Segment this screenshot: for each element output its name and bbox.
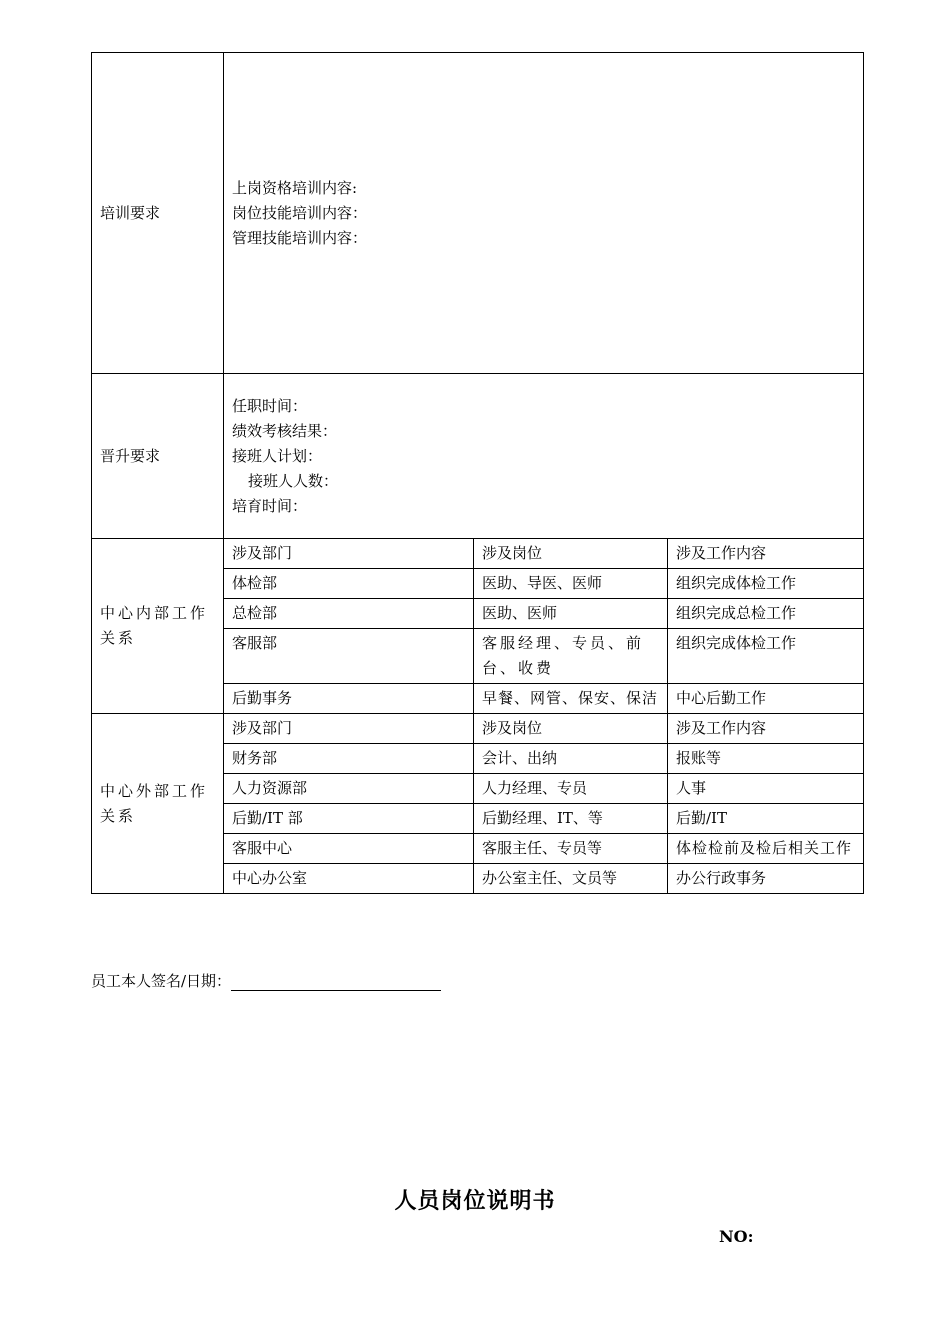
table-cell: 办公行政事务	[668, 864, 864, 894]
promotion-line: 培育时间：	[232, 496, 308, 515]
table-cell: 体检部	[224, 569, 474, 599]
table-cell: 客服中心	[224, 834, 474, 864]
table-cell: 后勤事务	[224, 684, 474, 714]
signature-field[interactable]	[231, 974, 441, 991]
header-cell: 涉及部门	[224, 539, 474, 569]
table-cell: 客服经理、专员、前台、收费	[474, 629, 668, 684]
training-line: 岗位技能培训内容：	[232, 203, 368, 222]
promotion-row	[92, 374, 864, 539]
table-row	[92, 714, 864, 744]
table-cell: 早餐、网管、保安、保洁	[474, 684, 668, 714]
header-cell: 涉及岗位	[474, 714, 668, 744]
training-line: 管理技能培训内容：	[232, 228, 368, 247]
table-cell: 客服部	[224, 629, 474, 684]
training-row	[92, 53, 864, 374]
table-cell: 人事	[668, 774, 864, 804]
table-cell: 报账等	[668, 744, 864, 774]
header-cell: 涉及岗位	[474, 539, 668, 569]
header-cell: 涉及部门	[224, 714, 474, 744]
table-cell: 会计、出纳	[474, 744, 668, 774]
table-cell: 组织完成体检工作	[668, 629, 864, 684]
internal-label: 中心内部工作关系	[92, 539, 224, 714]
training-content	[224, 53, 864, 374]
page-title: 人员岗位说明书	[394, 1188, 556, 1214]
table-cell: 组织完成总检工作	[668, 599, 864, 629]
job-description-table	[91, 52, 864, 894]
promotion-line: 接班人人数：	[248, 471, 339, 490]
table-cell: 医助、导医、医师	[474, 569, 668, 599]
table-cell: 组织完成体检工作	[668, 569, 864, 599]
promotion-line: 接班人计划：	[232, 446, 323, 465]
promotion-label: 晋升要求	[92, 374, 224, 539]
promotion-line: 任职时间：	[232, 396, 308, 415]
document-number-label: NO:	[719, 1227, 754, 1246]
signature-label: 员工本人签名/日期：	[91, 972, 232, 990]
table-cell: 中心后勤工作	[668, 684, 864, 714]
header-cell: 涉及工作内容	[668, 539, 864, 569]
training-label: 培训要求	[92, 53, 224, 374]
table-cell: 后勤经理、IT、等	[474, 804, 668, 834]
table-cell: 总检部	[224, 599, 474, 629]
table-cell: 体检检前及检后相关工作	[668, 834, 864, 864]
promotion-line: 绩效考核结果：	[232, 421, 338, 440]
table-row	[92, 539, 864, 569]
table-cell: 后勤/IT	[668, 804, 864, 834]
employee-signature-line	[91, 970, 441, 991]
table-cell: 客服主任、专员等	[474, 834, 668, 864]
promotion-content	[224, 374, 864, 539]
table-cell: 医助、医师	[474, 599, 668, 629]
table-cell: 人力资源部	[224, 774, 474, 804]
external-label: 中心外部工作关系	[92, 714, 224, 894]
table-cell: 财务部	[224, 744, 474, 774]
table-cell: 人力经理、专员	[474, 774, 668, 804]
training-line: 上岗资格培训内容:	[232, 178, 358, 197]
table-cell: 办公室主任、文员等	[474, 864, 668, 894]
table-cell: 中心办公室	[224, 864, 474, 894]
header-cell: 涉及工作内容	[668, 714, 864, 744]
table-cell: 后勤/IT 部	[224, 804, 474, 834]
